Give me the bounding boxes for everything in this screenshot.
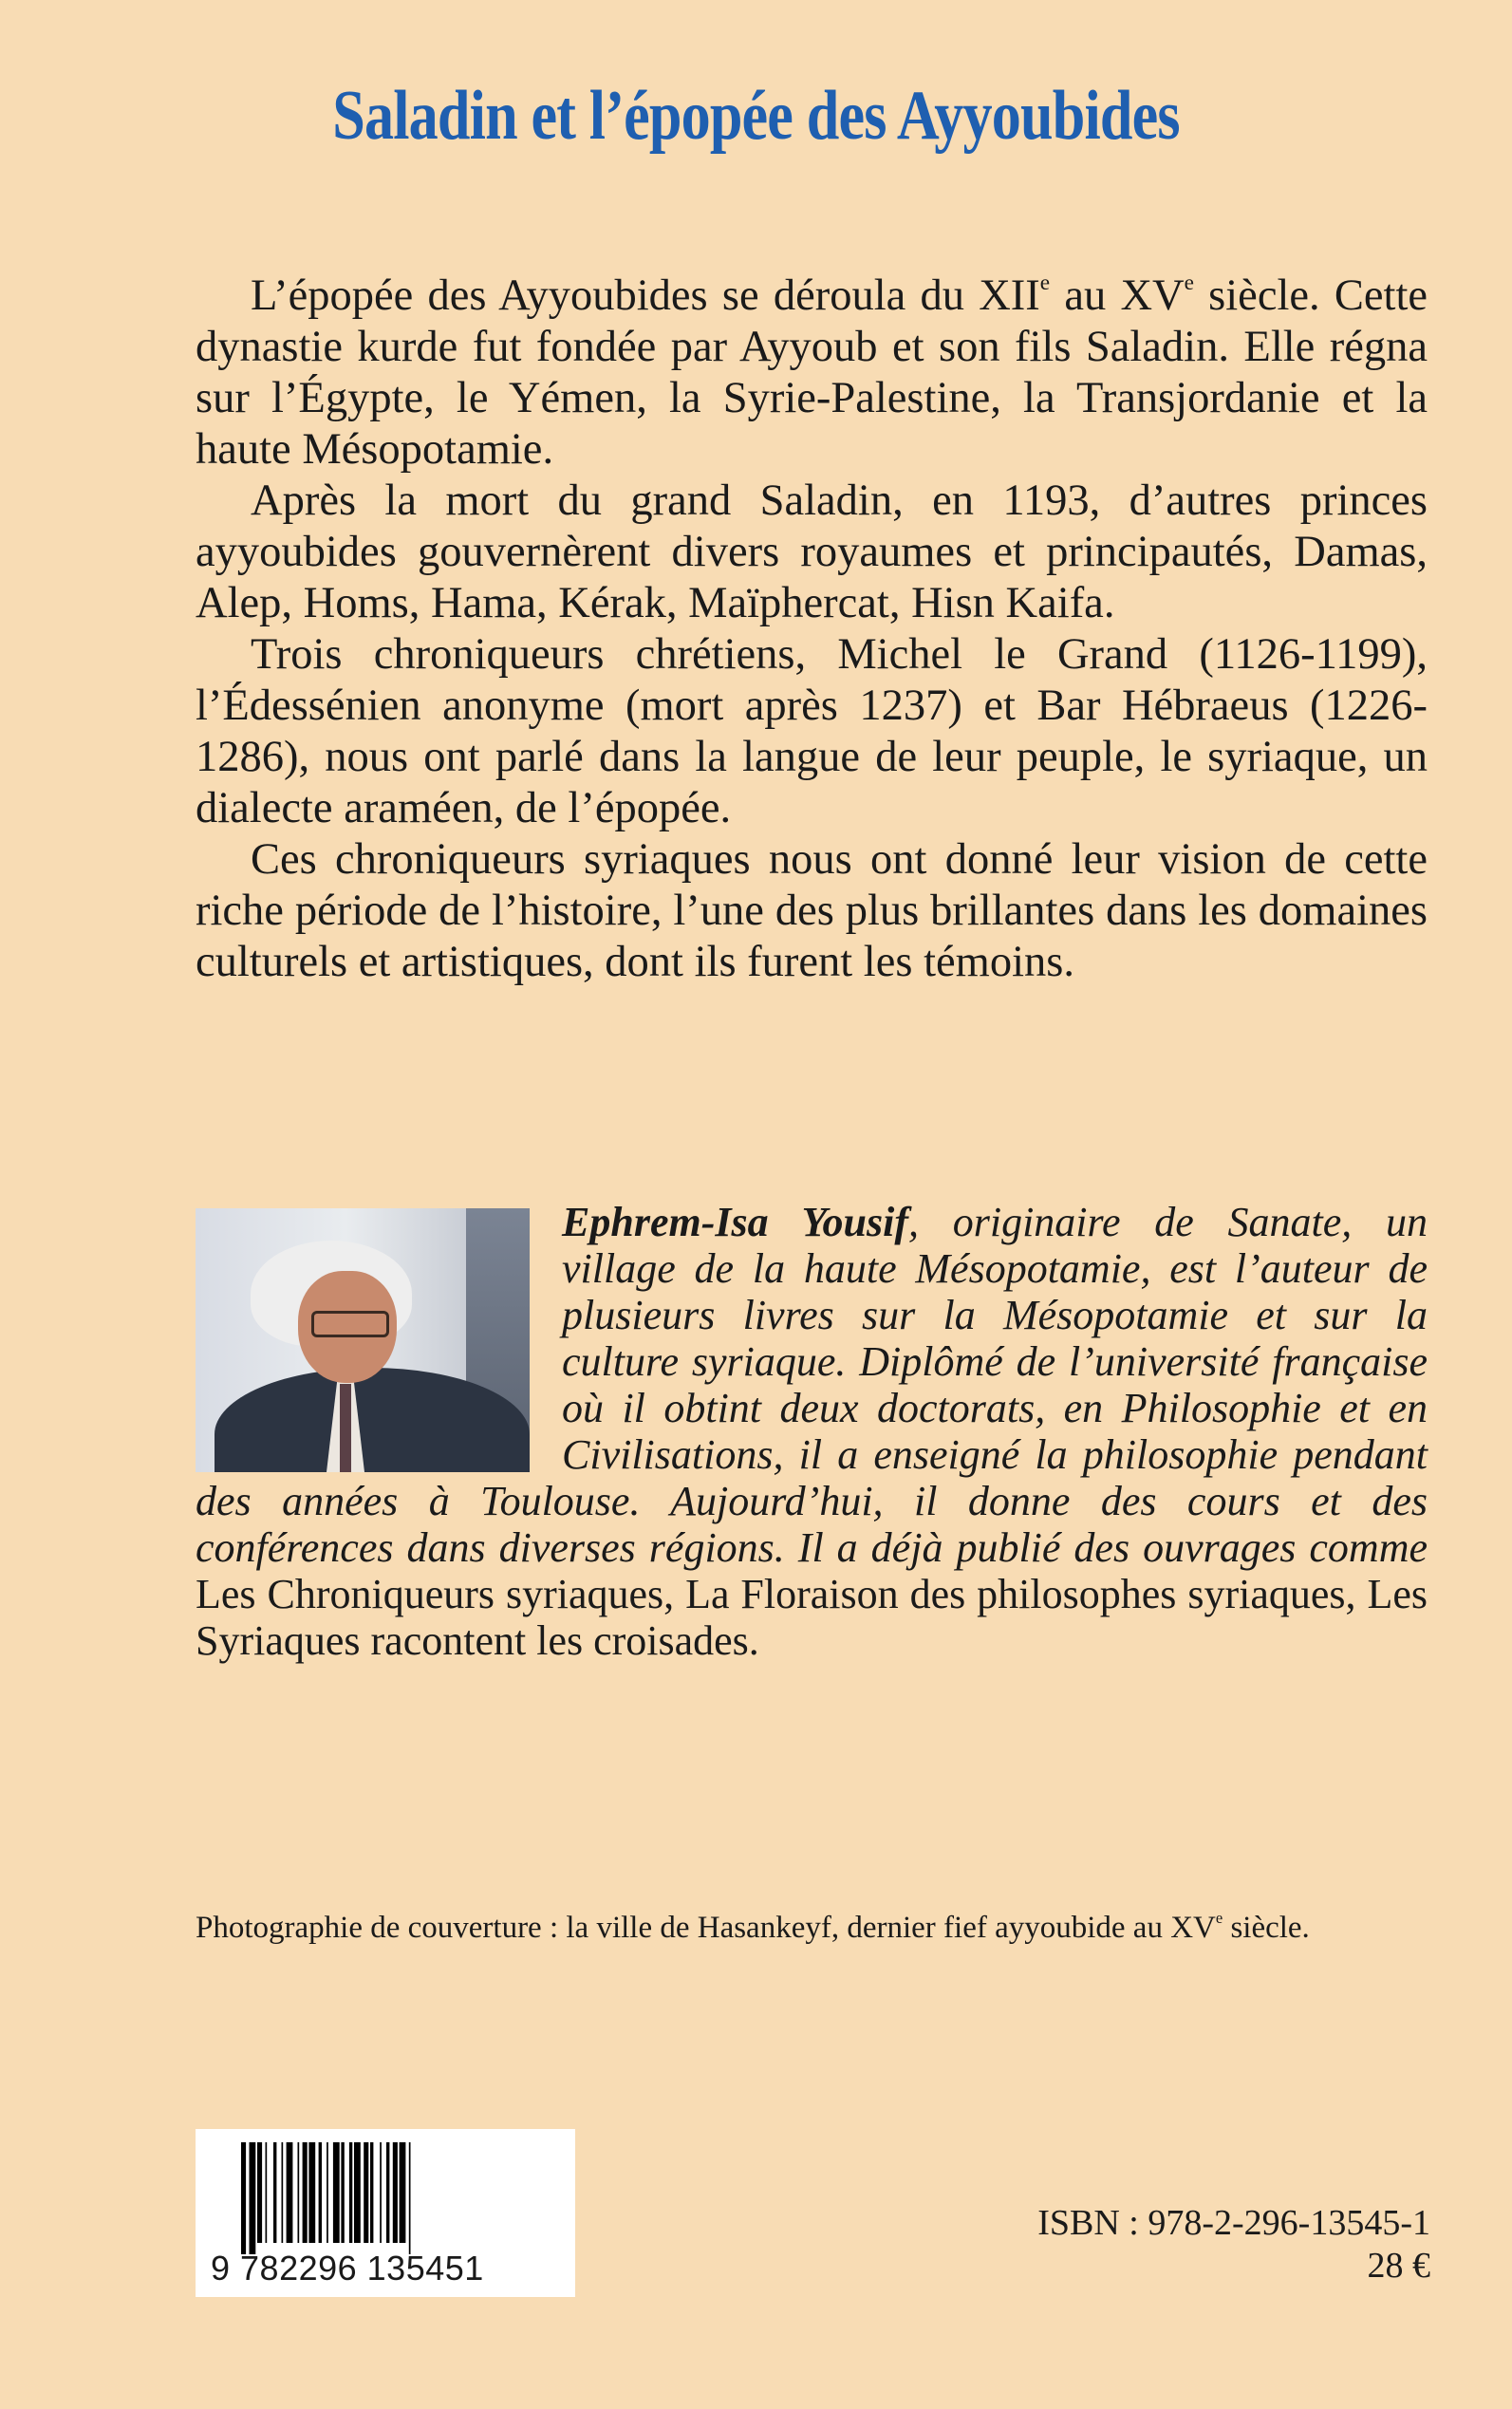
barcode-bar — [327, 2142, 328, 2243]
barcode-bar — [349, 2142, 352, 2243]
barcode-bar — [354, 2142, 361, 2243]
barcode-bar — [400, 2142, 406, 2243]
barcode — [196, 2129, 575, 2297]
barcode-bar — [380, 2142, 382, 2243]
synopsis — [196, 271, 1428, 988]
price: 28 € — [1367, 2246, 1430, 2286]
barcode-bar — [257, 2142, 262, 2243]
barcode-bar — [386, 2142, 389, 2243]
author-bio — [196, 1199, 1428, 1664]
barcode-bar — [282, 2142, 284, 2243]
barcode-digits: 9 782296 135451 — [211, 2249, 484, 2288]
barcode-bar — [341, 2142, 344, 2243]
book-title: Saladin et l’épopée des Ayyoubides — [332, 77, 1180, 155]
synopsis-paragraph-3: Trois chroniqueurs chrétiens, Michel le Grand (1126-1199), l’Édessénien anonyme (mort après 1237) et Bar Hébraeus (1226-1286), nous ont parlé dans la langue de leur peuple, le syriaque, un dialecte araméen, de l’épopée. — [196, 630, 1428, 832]
isbn: ISBN : 978-2-296-13545-1 — [1037, 2203, 1430, 2243]
synopsis-paragraph-1: L’épopée des Ayyoubides se déroula du XIIe au XVe siècle. Cette dynastie kurde fut fondée par Ayyoub et son fils Saladin. Elle régna sur l’Égypte, le Yémen, la Syrie-Palestine, la Transjordanie et la haute Mésopotamie. — [196, 271, 1428, 474]
barcode-bar — [333, 2142, 340, 2243]
barcode-bar — [266, 2142, 268, 2243]
barcode-bar — [273, 2142, 276, 2243]
synopsis-paragraph-4: Ces chroniqueurs syriaques nous ont donné leur vision de cette riche période de l’histoire, l’une des plus brillantes dans les domaines culturels et artistiques, dont ils furent les témoins. — [196, 835, 1428, 986]
barcode-bar — [303, 2142, 308, 2243]
barcode-bar — [250, 2142, 256, 2254]
cover-photo-credit: Photographie de couverture : la ville de Hasankeyf, dernier fief ayyoubide au XVe siècle. — [196, 1909, 1310, 1945]
author-bio-text: , originaire de Sanate, un village de la haute Mésopotamie, est l’auteur de plusieurs livres sur la Mésopotamie et sur la culture syriaque. Diplômé de l’université française où il obtint deux doctorats, en Philosophie et en Civilisations, il a enseigné la philosophie pendant des années à Toulouse. Aujourd’hui, il donne des cours et des conférences dans diverses régions. Il a déjà publié des ouvrages comme — [196, 1199, 1428, 1571]
barcode-bar — [409, 2142, 411, 2254]
author-photo — [196, 1208, 530, 1472]
barcode-bar — [319, 2142, 322, 2243]
synopsis-paragraph-2: Après la mort du grand Saladin, en 1193, d’autres princes ayyoubides gouvernèrent divers royaumes et principautés, Damas, Alep, Homs, Hama, Kérak, Maïphercat, Hisn Kaifa. — [196, 476, 1428, 627]
author-works: Les Chroniqueurs syriaques, La Floraison des philosophes syriaques, Les Syriaques racontent les croisades. — [196, 1571, 1428, 1664]
barcode-bar — [370, 2142, 373, 2243]
barcode-bar — [241, 2142, 246, 2254]
barcode-bar — [287, 2142, 293, 2243]
barcode-bar — [308, 2142, 315, 2243]
barcode-bar — [364, 2142, 368, 2243]
barcode-bar — [393, 2142, 398, 2243]
barcode-bar — [298, 2142, 300, 2243]
author-name: Ephrem-Isa Yousif — [562, 1199, 908, 1245]
